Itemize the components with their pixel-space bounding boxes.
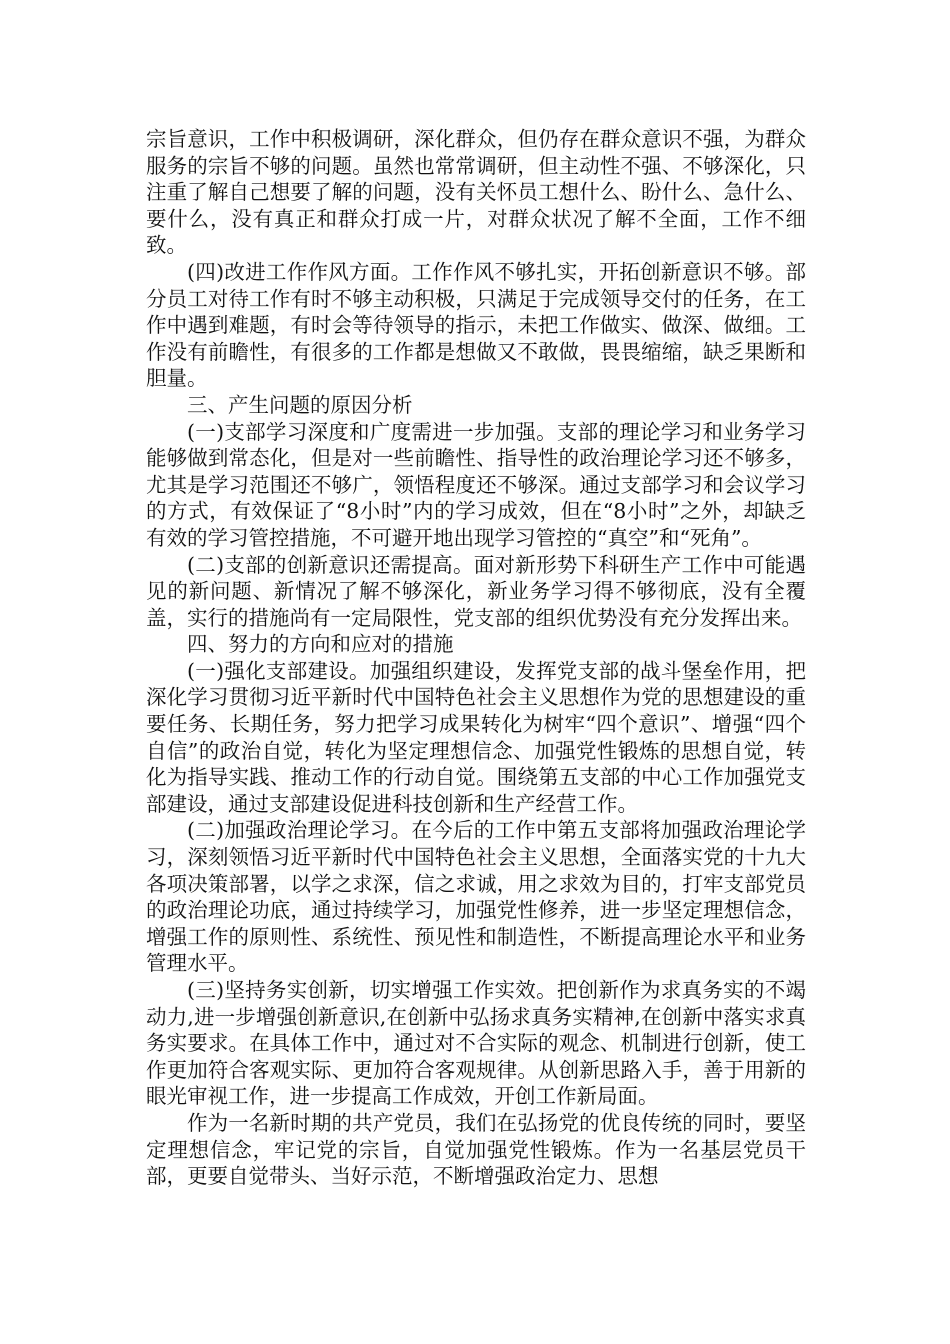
paragraph-work-style: (四)改进工作作风方面。工作作风不够扎实，开拓创新意识不够。部分员工对待工作有时不够主动积极，只满足于完成领导交付的任务，在工作中遇到难题，有时会等待领导的指示，未把工作做实、做深、做细。工作没有前瞻性，有很多的工作都是想做又不敢做，畏畏缩缩，缺乏果断和胆量。 xyxy=(146,259,806,391)
paragraph-pragmatic-innovation: (三)坚持务实创新，切实增强工作实效。把创新作为求真务实的不竭动力,进一步增强创新意识,在创新中弘扬求真务实精神,在创新中落实求真务实要求。在具体工作中，通过对不合实际的观念、机制进行创新，使工作更加符合客观实际、更加符合客观规律。从创新思路入手，善于用新的眼光审视工作，进一步提高工作成效，开创工作新局面。 xyxy=(146,978,806,1109)
section-heading-cause-analysis: 三、产生问题的原因分析 xyxy=(187,392,413,417)
paragraph-closing: 作为一名新时期的共产党员，我们在弘扬党的优良传统的同时，要坚定理想信念，牢记党的宗旨，自觉加强党性锻炼。作为一名基层党员干部，更要自觉带头、当好示范，不断增强政治定力、思想 xyxy=(146,1110,806,1189)
paragraph-study-depth: (一)支部学习深度和广度需进一步加强。支部的理论学习和业务学习能够做到常态化，但是对一些前瞻性、指导性的政治理论学习还不够多，尤其是学习范围还不够广，领悟程度还不够深。通过支部学习和会议学习的方式，有效保证了“8小时”内的学习成效，但在“8小时”之外，却缺乏有效的学习管控措施，不可避开地出现学习管控的“真空”和“死角”。 xyxy=(146,419,806,550)
paragraph-political-theory: (二)加强政治理论学习。在今后的工作中第五支部将加强政治理论学习，深刻领悟习近平新时代中国特色社会主义思想，全面落实党的十九大各项决策部署，以学之求深，信之求诚，用之求效为目的，打牢支部党员的政治理论功底，通过持续学习，加强党性修养，进一步坚定理想信念，增强工作的原则性、系统性、预见性和制造性，不断提高理论水平和业务管理水平。 xyxy=(146,818,806,976)
paragraph-branch-building: (一)强化支部建设。加强组织建设，发挥党支部的战斗堡垒作用，把深化学习贯彻习近平新时代中国特色社会主义思想作为党的思想建设的重要任务、长期任务，努力把学习成果转化为树牢“四个意识”、增强“四个自信”的政治自觉，转化为坚定理想信念、加强党性锻炼的思想自觉，转化为指导实践、推动工作的行动自觉。围绕第五支部的中心工作加强党支部建设，通过支部建设促进科技创新和生产经营工作。 xyxy=(146,658,806,816)
section-heading-measures: 四、努力的方向和应对的措施 xyxy=(187,632,454,657)
paragraph-service-awareness: 宗旨意识，工作中积极调研，深化群众，但仍存在群众意识不强，为群众服务的宗旨不够的问题。虽然也常常调研，但主动性不强、不够深化，只注重了解自己想要了解的问题，没有关怀员工想什么、盼什么、急什么、要什么，没有真正和群众打成一片，对群众状况了解不全面，工作不细致。 xyxy=(146,127,806,258)
paragraph-innovation-awareness: (二)支部的创新意识还需提高。面对新形势下科研生产工作中可能遇见的新问题、新情况了解不够深化，新业务学习得不够彻底，没有全覆盖，实行的措施尚有一定局限性，党支部的组织优势没有充分发挥出来。 xyxy=(146,552,806,630)
document-page xyxy=(146,126,806,1190)
